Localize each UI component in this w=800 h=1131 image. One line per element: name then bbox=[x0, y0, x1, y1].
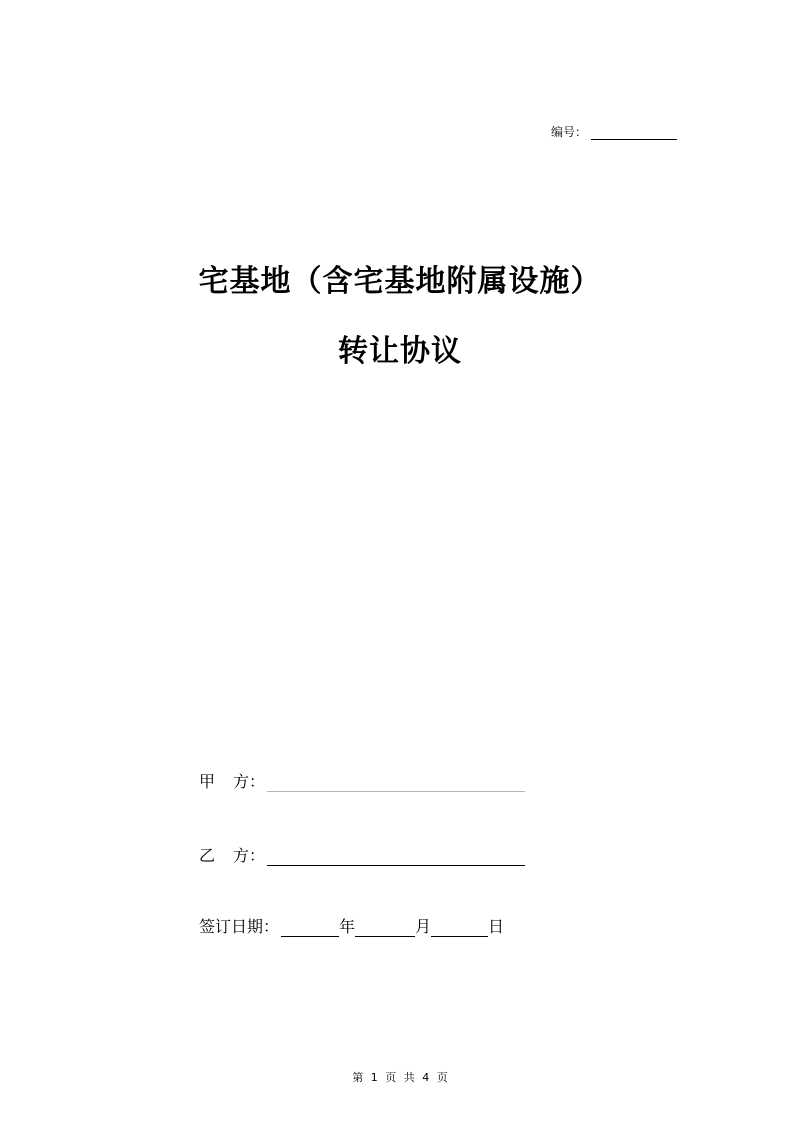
serial-number-blank[interactable] bbox=[591, 126, 677, 140]
document-title-line-1: 宅基地（含宅基地附属设施） bbox=[198, 264, 602, 299]
document-title-line-2: 转让协议 bbox=[338, 334, 462, 369]
sign-date-day-unit: 日 bbox=[488, 917, 505, 936]
sign-date-field bbox=[199, 914, 504, 937]
party-a-label-2: 方： bbox=[233, 772, 266, 791]
serial-number-label: 编号： bbox=[551, 125, 588, 139]
sign-date-year-unit: 年 bbox=[339, 917, 356, 936]
party-b-field bbox=[199, 843, 525, 866]
serial-number bbox=[551, 123, 677, 140]
sign-date-month-unit: 月 bbox=[415, 917, 432, 936]
party-b-blank[interactable] bbox=[267, 850, 525, 866]
sign-date-month-blank[interactable] bbox=[355, 921, 415, 937]
page-footer: 第 1 页 共 4 页 bbox=[352, 1071, 448, 1084]
sign-date-label: 签订日期： bbox=[199, 917, 280, 936]
sign-date-day-blank[interactable] bbox=[431, 921, 488, 937]
party-b-label-2: 方： bbox=[233, 846, 266, 865]
party-a-blank[interactable] bbox=[267, 776, 525, 792]
party-a-field bbox=[199, 769, 525, 792]
sign-date-year-blank[interactable] bbox=[281, 921, 339, 937]
party-b-label-1: 乙 bbox=[199, 846, 216, 865]
party-a-label-1: 甲 bbox=[199, 772, 216, 791]
